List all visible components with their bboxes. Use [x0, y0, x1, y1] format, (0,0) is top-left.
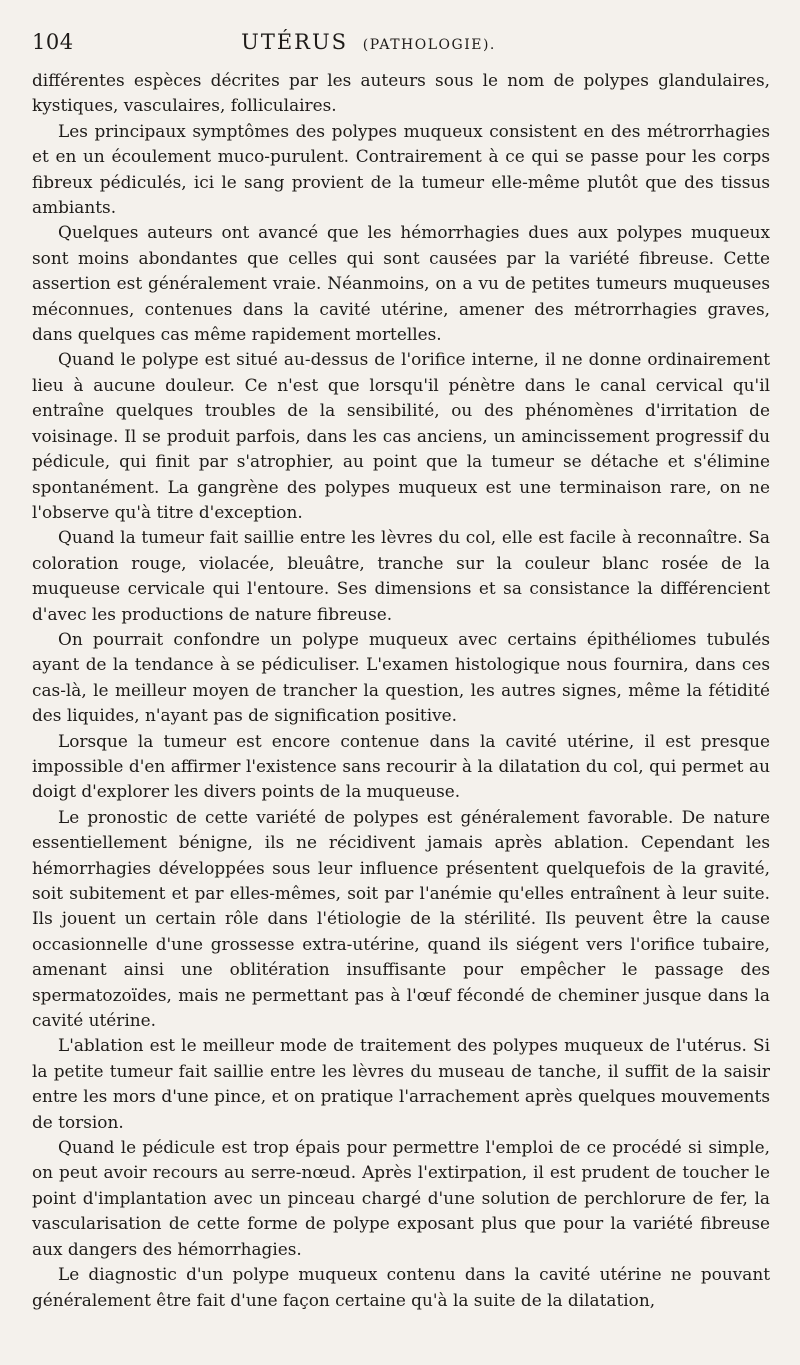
paragraph: différentes espèces décrites par les auteurs sous le nom de polypes glandulaires, kystiques, vasculaires, folliculaires.: [32, 70, 770, 116]
running-title-subtitle: (PATHOLOGIE).: [362, 37, 496, 53]
paragraph: Lorsque la tumeur est encore contenue dans la cavité utérine, il est presque impossible d'en affirmer l'existence sans recourir à la dilatation du col, qui permet au doigt d'explorer les divers points de la muqueuse.: [32, 730, 770, 802]
paragraph: Quand le polype est situé au-dessus de l'orifice interne, il ne donne ordinairement lieu à aucune douleur. Ce n'est que lorsqu'il pénètre dans le canal cervical qu'il entraîne quelques troubles de la sensibilité, ou des phénomènes d'irritation de voisinage. Il se produit parfois, dans les cas anciens, un amincissement progressif du pédicule, qui finit par s'atrophier, au point que la tumeur se détache et s'élimine spontanément. La gangrène des polypes muqueux est une terminaison rare, on ne l'observe qu'à titre d'exception.: [32, 349, 770, 522]
running-title: [142, 30, 595, 54]
page-header: [32, 30, 770, 64]
body-text: [32, 68, 770, 1313]
page-number: 104: [32, 30, 74, 54]
paragraph: Le pronostic de cette variété de polypes est généralement favorable. De nature essentiellement bénigne, ils ne récidivent jamais après ablation. Cependant les hémorrhagies développées sous leur influence présentent quelquefois de la gravité, soit subitement et par elles-mêmes, soit par l'anémie qu'elles entraînent à leur suite. Ils jouent un certain rôle dans l'étiologie de la stérilité. Ils peuvent être la cause occasionnelle d'une grossesse extra-utérine, quand ils siégent vers l'orifice tubaire, amenant ainsi une oblitération insuffisante pour empêcher le passage des spermatozoïdes, mais ne permettant pas à l'œuf fécondé de cheminer jusque dans la cavité utérine.: [32, 806, 770, 1031]
paragraph: L'ablation est le meilleur mode de traitement des polypes muqueux de l'utérus. Si la petite tumeur fait saillie entre les lèvres du museau de tanche, il suffit de la saisir entre les mors d'une pince, et on pratique l'arrachement après quelques mouvements de torsion.: [32, 1035, 770, 1132]
running-title-main: UTÉRUS: [241, 30, 349, 54]
paragraph: Le diagnostic d'un polype muqueux contenu dans la cavité utérine ne pouvant généralement être fait d'une façon certaine qu'à la suite de la dilatation,: [32, 1264, 770, 1310]
paragraph: Les principaux symptômes des polypes muqueux consistent en des métrorrhagies et en un écoulement muco-purulent. Contrairement à ce qui se passe pour les corps fibreux pédiculés, ici le sang provient de la tumeur elle-même plutôt que des tissus ambiants.: [32, 120, 770, 218]
paragraph: On pourrait confondre un polype muqueux avec certains épithéliomes tubulés ayant de la tendance à se pédiculiser. L'examen histologique nous fournira, dans ces cas-là, le meilleur moyen de trancher la question, les autres signes, même la fétidité des liquides, n'ayant pas de signification positive.: [32, 628, 770, 726]
paragraph: Quand le pédicule est trop épais pour permettre l'emploi de ce procédé si simple, on peut avoir recours au serre-nœud. Après l'extirpation, il est prudent de toucher le point d'implantation avec un pinceau chargé d'une solution de perchlorure de fer, la vascularisation de cette forme de polype exposant plus que pour la variété fibreuse aux dangers des hémorrhagies.: [32, 1137, 770, 1259]
paragraph: Quelques auteurs ont avancé que les hémorrhagies dues aux polypes muqueux sont moins abondantes que celles qui sont causées par la variété fibreuse. Cette assertion est généralement vraie. Néanmoins, on a vu de petites tumeurs muqueuses méconnues, contenues dans la cavité utérine, amener des métrorrhagies graves, dans quelques cas même rapidement mortelles.: [32, 222, 770, 345]
paragraph: Quand la tumeur fait saillie entre les lèvres du col, elle est facile à reconnaître. Sa coloration rouge, violacée, bleuâtre, tranche sur la couleur blanc rosée de la muqueuse cervicale qui l'entoure. Ses dimensions et sa consistance la différencient d'avec les productions de nature fibreuse.: [32, 527, 770, 624]
